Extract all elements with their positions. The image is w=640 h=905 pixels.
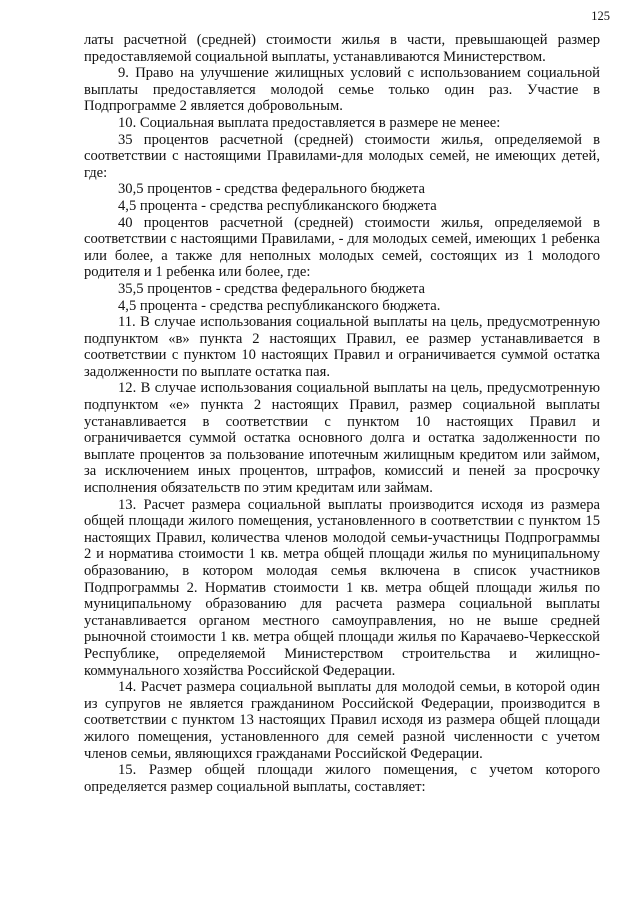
paragraph-9: 9. Право на улучшение жилищных условий с использованием социальной выплаты предоставляется молодой семье только один раз. Участие в Подпрограмме 2 является добровольным. [84, 65, 600, 115]
paragraph-10-item-2-federal: 35,5 процентов - средства федерального бюджета [118, 280, 425, 297]
paragraph-11: 11. В случае использования социальной выплаты на цель, предусмотренную подпунктом «в» пункта 2 настоящих Правил, ее размер устанавливается в соответствии с пунктом 10 настоящих Правил и ограничивается суммой остатка задолженности по выплате остатка пая. [84, 314, 600, 380]
paragraph-14: 14. Расчет размера социальной выплаты для молодой семьи, в которой один из супругов не является гражданином Российской Федерации, производится в соответствии с пунктом 13 настоящих Правил исходя из размера общей площади жилого помещения, установленного для семей разной численности с учетом членов семьи, являющихся гражданами Российской Федерации. [84, 679, 600, 762]
paragraph-15: 15. Размер общей площади жилого помещения, с учетом которого определяется размер социальной выплаты, составляет: [84, 762, 600, 795]
paragraph-10-item-2: 40 процентов расчетной (средней) стоимости жилья, определяемой в соответствии с настоящими Правилами, - для молодых семей, имеющих 1 ребенка или более, а также для неполных молодых семей, состоящих из 1 молодого родителя и 1 ребенка или более, где: [84, 214, 600, 281]
paragraph-continuation: латы расчетной (средней) стоимости жилья в части, превышающей размер предоставляемой социальной выплаты, устанавливаются Министерством. [84, 32, 600, 65]
document-body [84, 32, 600, 795]
paragraph-10-item-2-republic: 4,5 процента - средства республиканского бюджета. [118, 297, 441, 314]
paragraph-10-item-1-republic: 4,5 процента - средства республиканского бюджета [118, 197, 437, 214]
paragraph-10-item-1-federal: 30,5 процентов - средства федерального бюджета [118, 181, 425, 198]
paragraph-10: 10. Социальная выплата предоставляется в размере не менее: [118, 114, 501, 131]
page-number: 125 [591, 9, 610, 23]
paragraph-10-item-1: 35 процентов расчетной (средней) стоимости жилья, определяемой в соответствии с настоящими Правилами-для молодых семей, не имеющих детей, где: [84, 131, 600, 181]
paragraph-13: 13. Расчет размера социальной выплаты производится исходя из размера общей площади жилого помещения, установленного в соответствии с пунктом 15 настоящих Правил, количества членов молодой семьи-участницы Подпрограммы 2 и норматива стоимости 1 кв. метра общей площади жилья по муниципальному образованию, в котором молодая семья включена в список участников Подпрограммы 2. Норматив стоимости 1 кв. метра общей площади жилья по муниципальному образованию для расчета размера социальной выплаты устанавливается органом местного самоуправления, но не выше средней рыночной стоимости 1 кв. метра общей площади жилья по Карачаево-Черкесской Республике, определяемой Министерством строительства и жилищно-коммунального хозяйства Российской Федерации. [84, 496, 600, 679]
paragraph-12: 12. В случае использования социальной выплаты на цель, предусмотренную подпунктом «е» пункта 2 настоящих Правил, размер социальной выплаты устанавливается в соответствии с пунктом 10 настоящих Правил и ограничивается суммой остатка основного долга и остатка задолженности по выплате процентов за пользование ипотечным жилищным кредитом или займом, за исключением иных процентов, штрафов, комиссий и пеней за просрочку исполнения обязательств по этим кредитам или займам. [84, 380, 600, 497]
